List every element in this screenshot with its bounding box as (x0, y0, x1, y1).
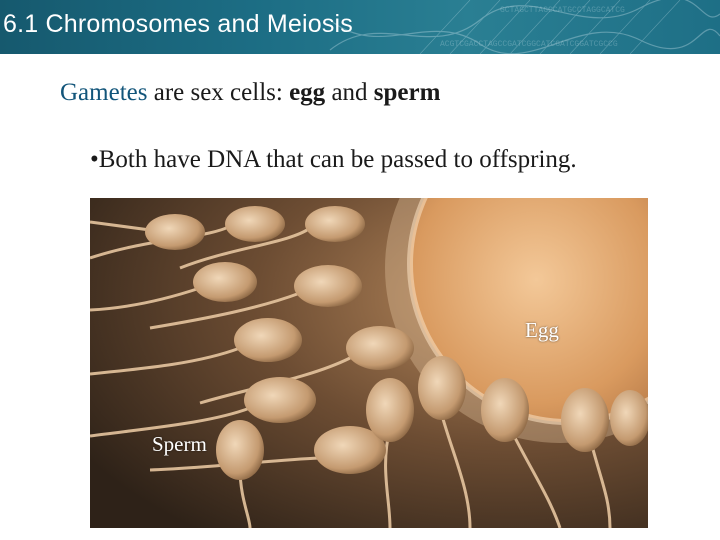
egg-label: Egg (525, 318, 559, 342)
egg-sperm-illustration (90, 198, 648, 528)
subtitle-text-and: and (325, 79, 374, 106)
svg-text:GCTAGCTTAGCCATGCCTAGGCATCG: GCTAGCTTAGCCATGCCTAGGCATCG (500, 6, 625, 15)
term-egg: egg (289, 79, 326, 106)
egg-sperm-image (90, 198, 648, 528)
slide-subtitle (60, 79, 440, 107)
term-sperm: sperm (373, 79, 441, 106)
svg-text:ACGTCGACCTAGCCGATCGGCATCGATCGG: ACGTCGACCTAGCCGATCGGCATCGATCGGATCGCCG (440, 40, 618, 49)
page-title: 6.1 Chromosomes and Meiosis (3, 10, 353, 38)
sperm-label: Sperm (152, 432, 207, 456)
bullet-point: •Both have DNA that can be passed to offspring. (90, 146, 577, 173)
term-gametes: Gametes (60, 79, 148, 106)
subtitle-text-mid: are sex cells: (147, 79, 290, 106)
slide-header (0, 0, 720, 54)
